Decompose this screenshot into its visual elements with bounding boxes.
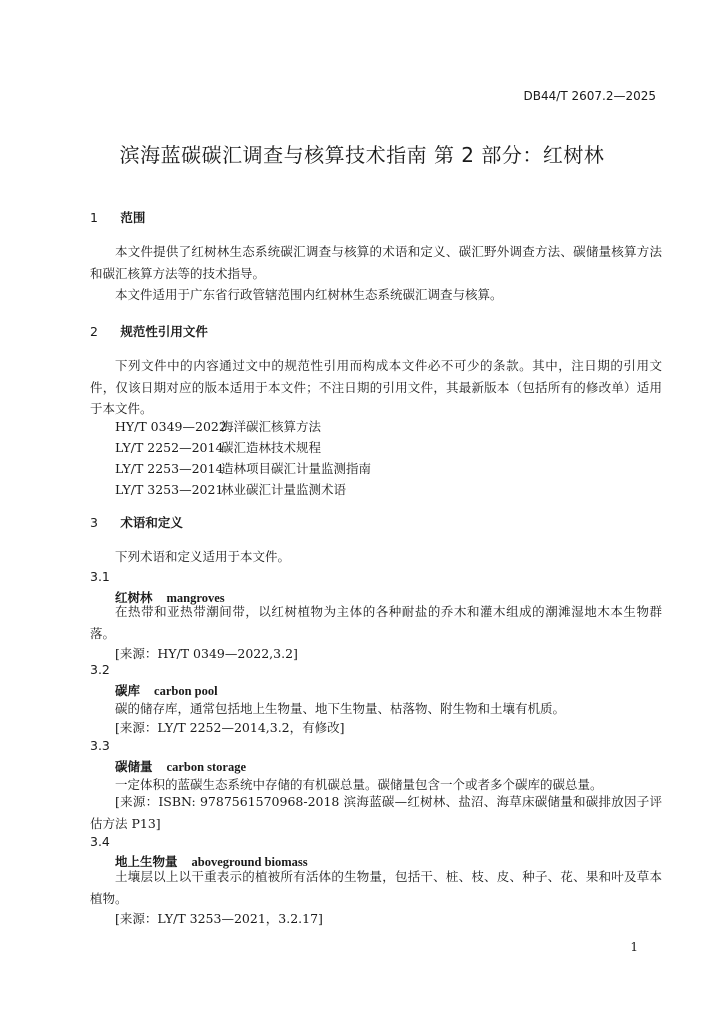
term-definition: 土壤层以上以干重表示的植被所有活体的生物量，包括干、桩、枝、皮、种子、花、果和叶及草本植物。	[90, 869, 662, 906]
term-definition: 碳的储存库，通常包括地上生物量、地下生物量、枯落物、附生物和土壤有机质。	[115, 701, 566, 716]
term-definition: 一定体积的蓝碳生态系统中存储的有机碳总量。碳储量包含一个或者多个碳库的碳总量。	[115, 777, 603, 792]
normative-references-list	[115, 416, 371, 500]
reference-item	[115, 437, 371, 458]
term-name-en: mangroves	[166, 591, 225, 605]
term-source: [来源：ISBN: 9787561570968-2018 滨海蓝碳—红树林、盐沼、海草床碳储量和碳排放因子评估方法 P13]	[90, 794, 662, 831]
section-number: 3	[90, 515, 98, 530]
term-number: 3.1	[90, 569, 110, 584]
section-3-intro: 下列术语和定义适用于本文件。	[115, 549, 291, 564]
term-name-en: aboveground biomass	[191, 855, 308, 869]
reference-title: 造林项目碳汇计量监测指南	[221, 461, 372, 476]
document-title: 滨海蓝碳碳汇调查与核算技术指南 第 2 部分：红树林	[119, 143, 605, 167]
reference-title: 林业碳汇计量监测术语	[221, 482, 347, 497]
term-name-zh: 碳储量	[115, 759, 153, 774]
reference-item	[115, 479, 371, 500]
term-number: 3.2	[90, 662, 110, 677]
section-title: 范围	[120, 210, 146, 225]
reference-code: HY/T 0349—2022	[115, 419, 227, 434]
term-name-zh: 地上生物量	[115, 854, 178, 869]
term-heading	[115, 681, 218, 699]
section-number: 2	[90, 324, 98, 339]
term-name-zh: 红树林	[115, 590, 153, 605]
term-source: [来源：LY/T 2252—2014,3.2，有修改]	[115, 720, 345, 735]
document-code: DB44/T 2607.2—2025	[523, 89, 656, 103]
term-name-en: carbon storage	[166, 760, 247, 774]
reference-title: 海洋碳汇核算方法	[221, 419, 322, 434]
section-1-paragraph-1: 本文件提供了红树林生态系统碳汇调查与核算的术语和定义、碳汇野外调查方法、碳储量核算方法和碳汇核算方法等的技术指导。	[90, 244, 662, 281]
term-number: 3.3	[90, 738, 110, 753]
section-3-heading	[90, 513, 183, 531]
term-name-en: carbon pool	[154, 684, 218, 698]
section-title: 规范性引用文件	[120, 324, 208, 339]
reference-item	[115, 458, 371, 479]
section-2-paragraph-1: 下列文件中的内容通过文中的规范性引用而构成本文件必不可少的条款。其中，注日期的引用文件，仅该日期对应的版本适用于本文件；不注日期的引用文件，其最新版本（包括所有的修改单）适用于本文件。	[90, 358, 662, 416]
reference-code: LY/T 2252—2014	[115, 440, 224, 455]
section-title: 术语和定义	[120, 515, 183, 530]
term-definition: 在热带和亚热带潮间带，以红树植物为主体的各种耐盐的乔木和灌木组成的潮滩湿地木本生物群落。	[90, 604, 662, 641]
term-name-zh: 碳库	[115, 683, 141, 698]
section-2-heading	[90, 322, 208, 340]
reference-item	[115, 416, 371, 437]
term-heading	[115, 757, 246, 775]
term-source: [来源：LY/T 3253—2021，3.2.17]	[115, 911, 323, 926]
section-number: 1	[90, 210, 98, 225]
term-number: 3.4	[90, 834, 110, 849]
reference-code: LY/T 2253—2014	[115, 461, 224, 476]
reference-title: 碳汇造林技术规程	[221, 440, 322, 455]
section-1-heading	[90, 208, 145, 226]
reference-code: LY/T 3253—2021	[115, 482, 224, 497]
term-source: [来源：HY/T 0349—2022,3.2]	[115, 646, 298, 661]
page-number: 1	[630, 940, 638, 954]
section-1-paragraph-2: 本文件适用于广东省行政管辖范围内红树林生态系统碳汇调查与核算。	[115, 287, 503, 302]
